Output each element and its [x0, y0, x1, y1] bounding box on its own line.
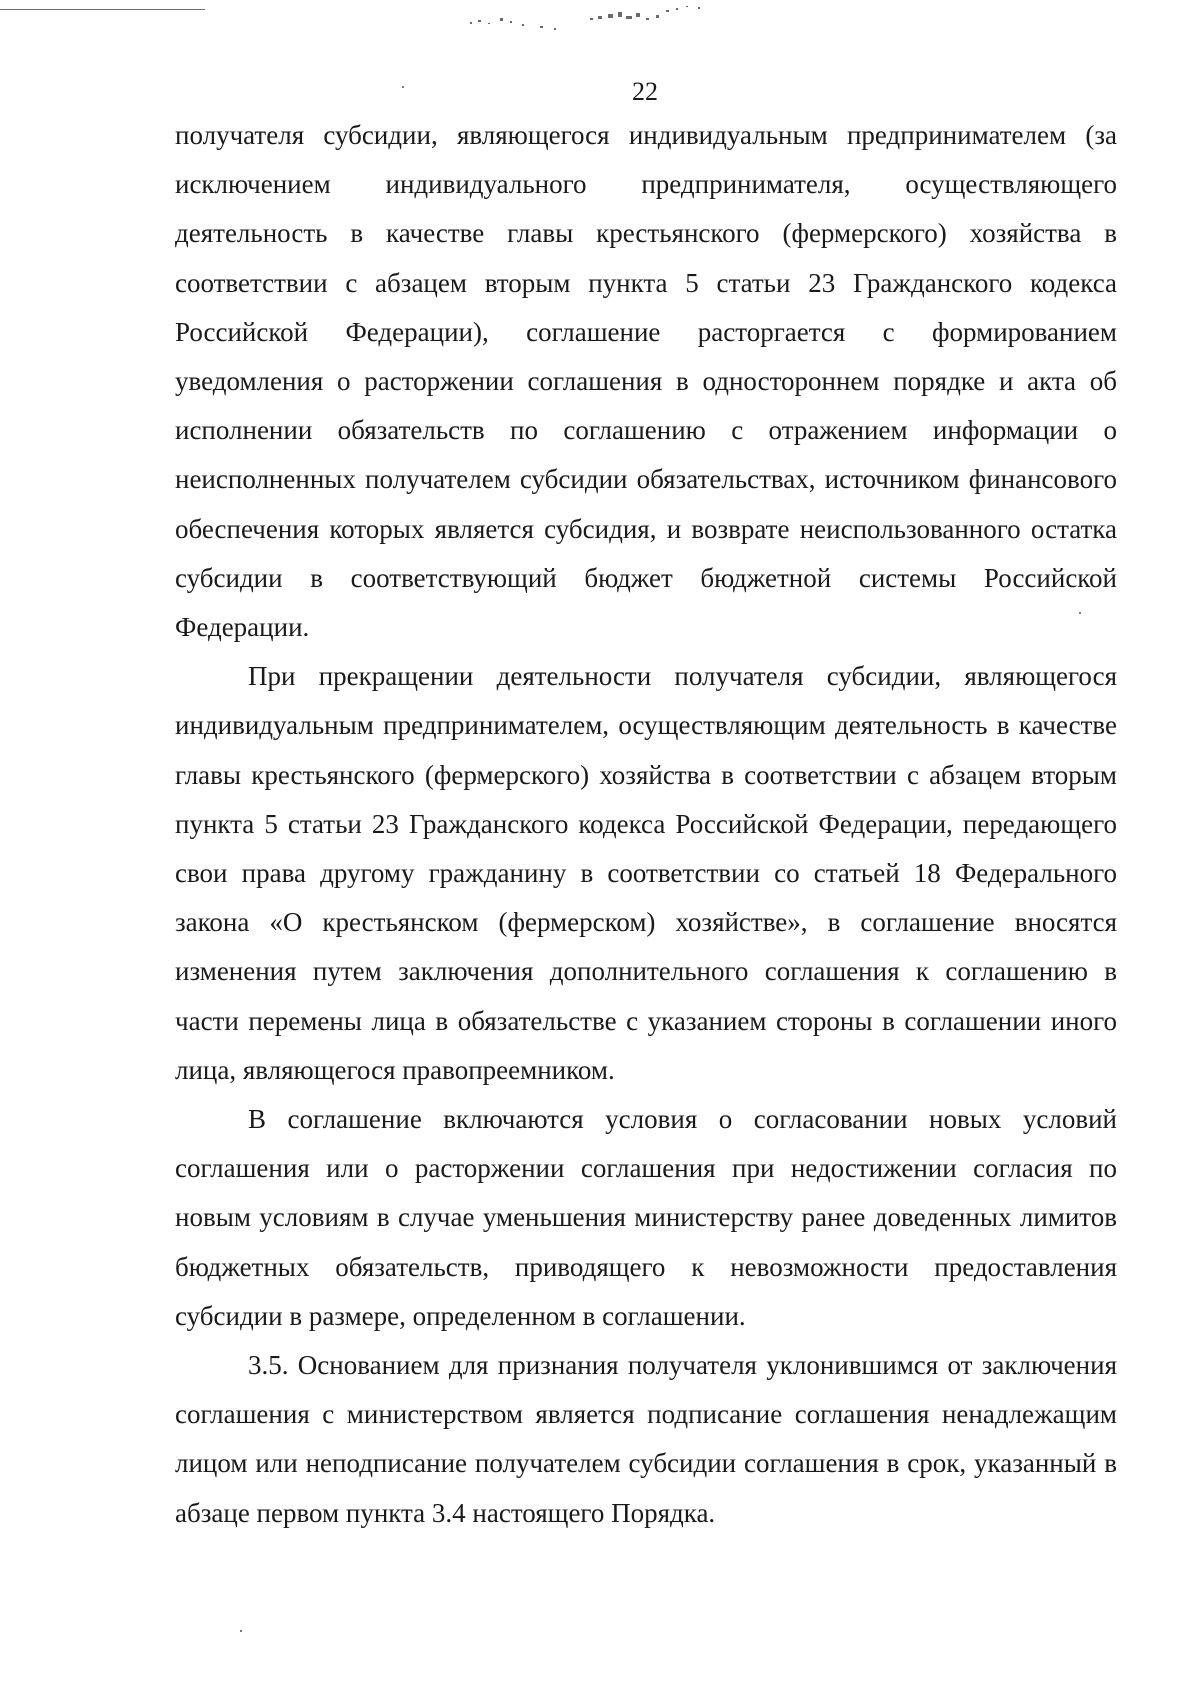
- scan-noise-marks: [470, 4, 770, 38]
- page-number: 22: [632, 77, 658, 106]
- scan-edge-line: [0, 9, 205, 10]
- scan-speck: [240, 1630, 242, 1632]
- paragraph: 3.5. Основанием для признания получателя уклонившимся от заключения соглашения с министерством является подписание соглашения ненадлежащим лицом или неподписание получателем субсидии соглашения в срок, указанный в абзаце первом пункта 3.4 настоящего Порядка.: [175, 1350, 1117, 1528]
- paragraph: получателя субсидии, являющегося индивидуальным предпринимателем (за исключением индивидуального предпринимателя, осуществляющего деятельность в качестве главы крестьянского (фермерского) хозяйства в соответствии с абзацем вторым пункта 5 статьи 23 Гражданского кодекса Российской Федерации), соглашение расторгается с формированием уведомления о расторжении соглашения в одностороннем порядке и акта об исполнении обязательств по соглашению с отражением информации о неисполненных получателем субсидии обязательствах, источником финансового обеспечения которых является субсидия, и возврате неиспользованного остатка субсидии в соответствующий бюджет бюджетной системы Российской Федерации.: [175, 120, 1117, 643]
- paragraph: При прекращении деятельности получателя субсидии, являющегося индивидуальным предпринимателем, осуществляющим деятельность в качестве главы крестьянского (фермерского) хозяйства в соответствии с абзацем вторым пункта 5 статьи 23 Гражданского кодекса Российской Федерации, передающего свои права другому гражданину в соответствии со статьей 18 Федерального закона «О крестьянском (фермерском) хозяйстве», в соглашение вносятся изменения путем заключения дополнительного соглашения к соглашению в части перемены лица в обязательстве с указанием стороны в соглашении иного лица, являющегося правопреемником.: [175, 661, 1117, 1085]
- paragraph: В соглашение включаются условия о согласовании новых условий соглашения или о расторжении соглашения при недостижении согласия по новым условиям в случае уменьшения министерству ранее доведенных лимитов бюджетных обязательств, приводящего к невозможности предоставления субсидии в размере, определенном в соглашении.: [175, 1104, 1117, 1331]
- document-body: [175, 111, 1117, 1538]
